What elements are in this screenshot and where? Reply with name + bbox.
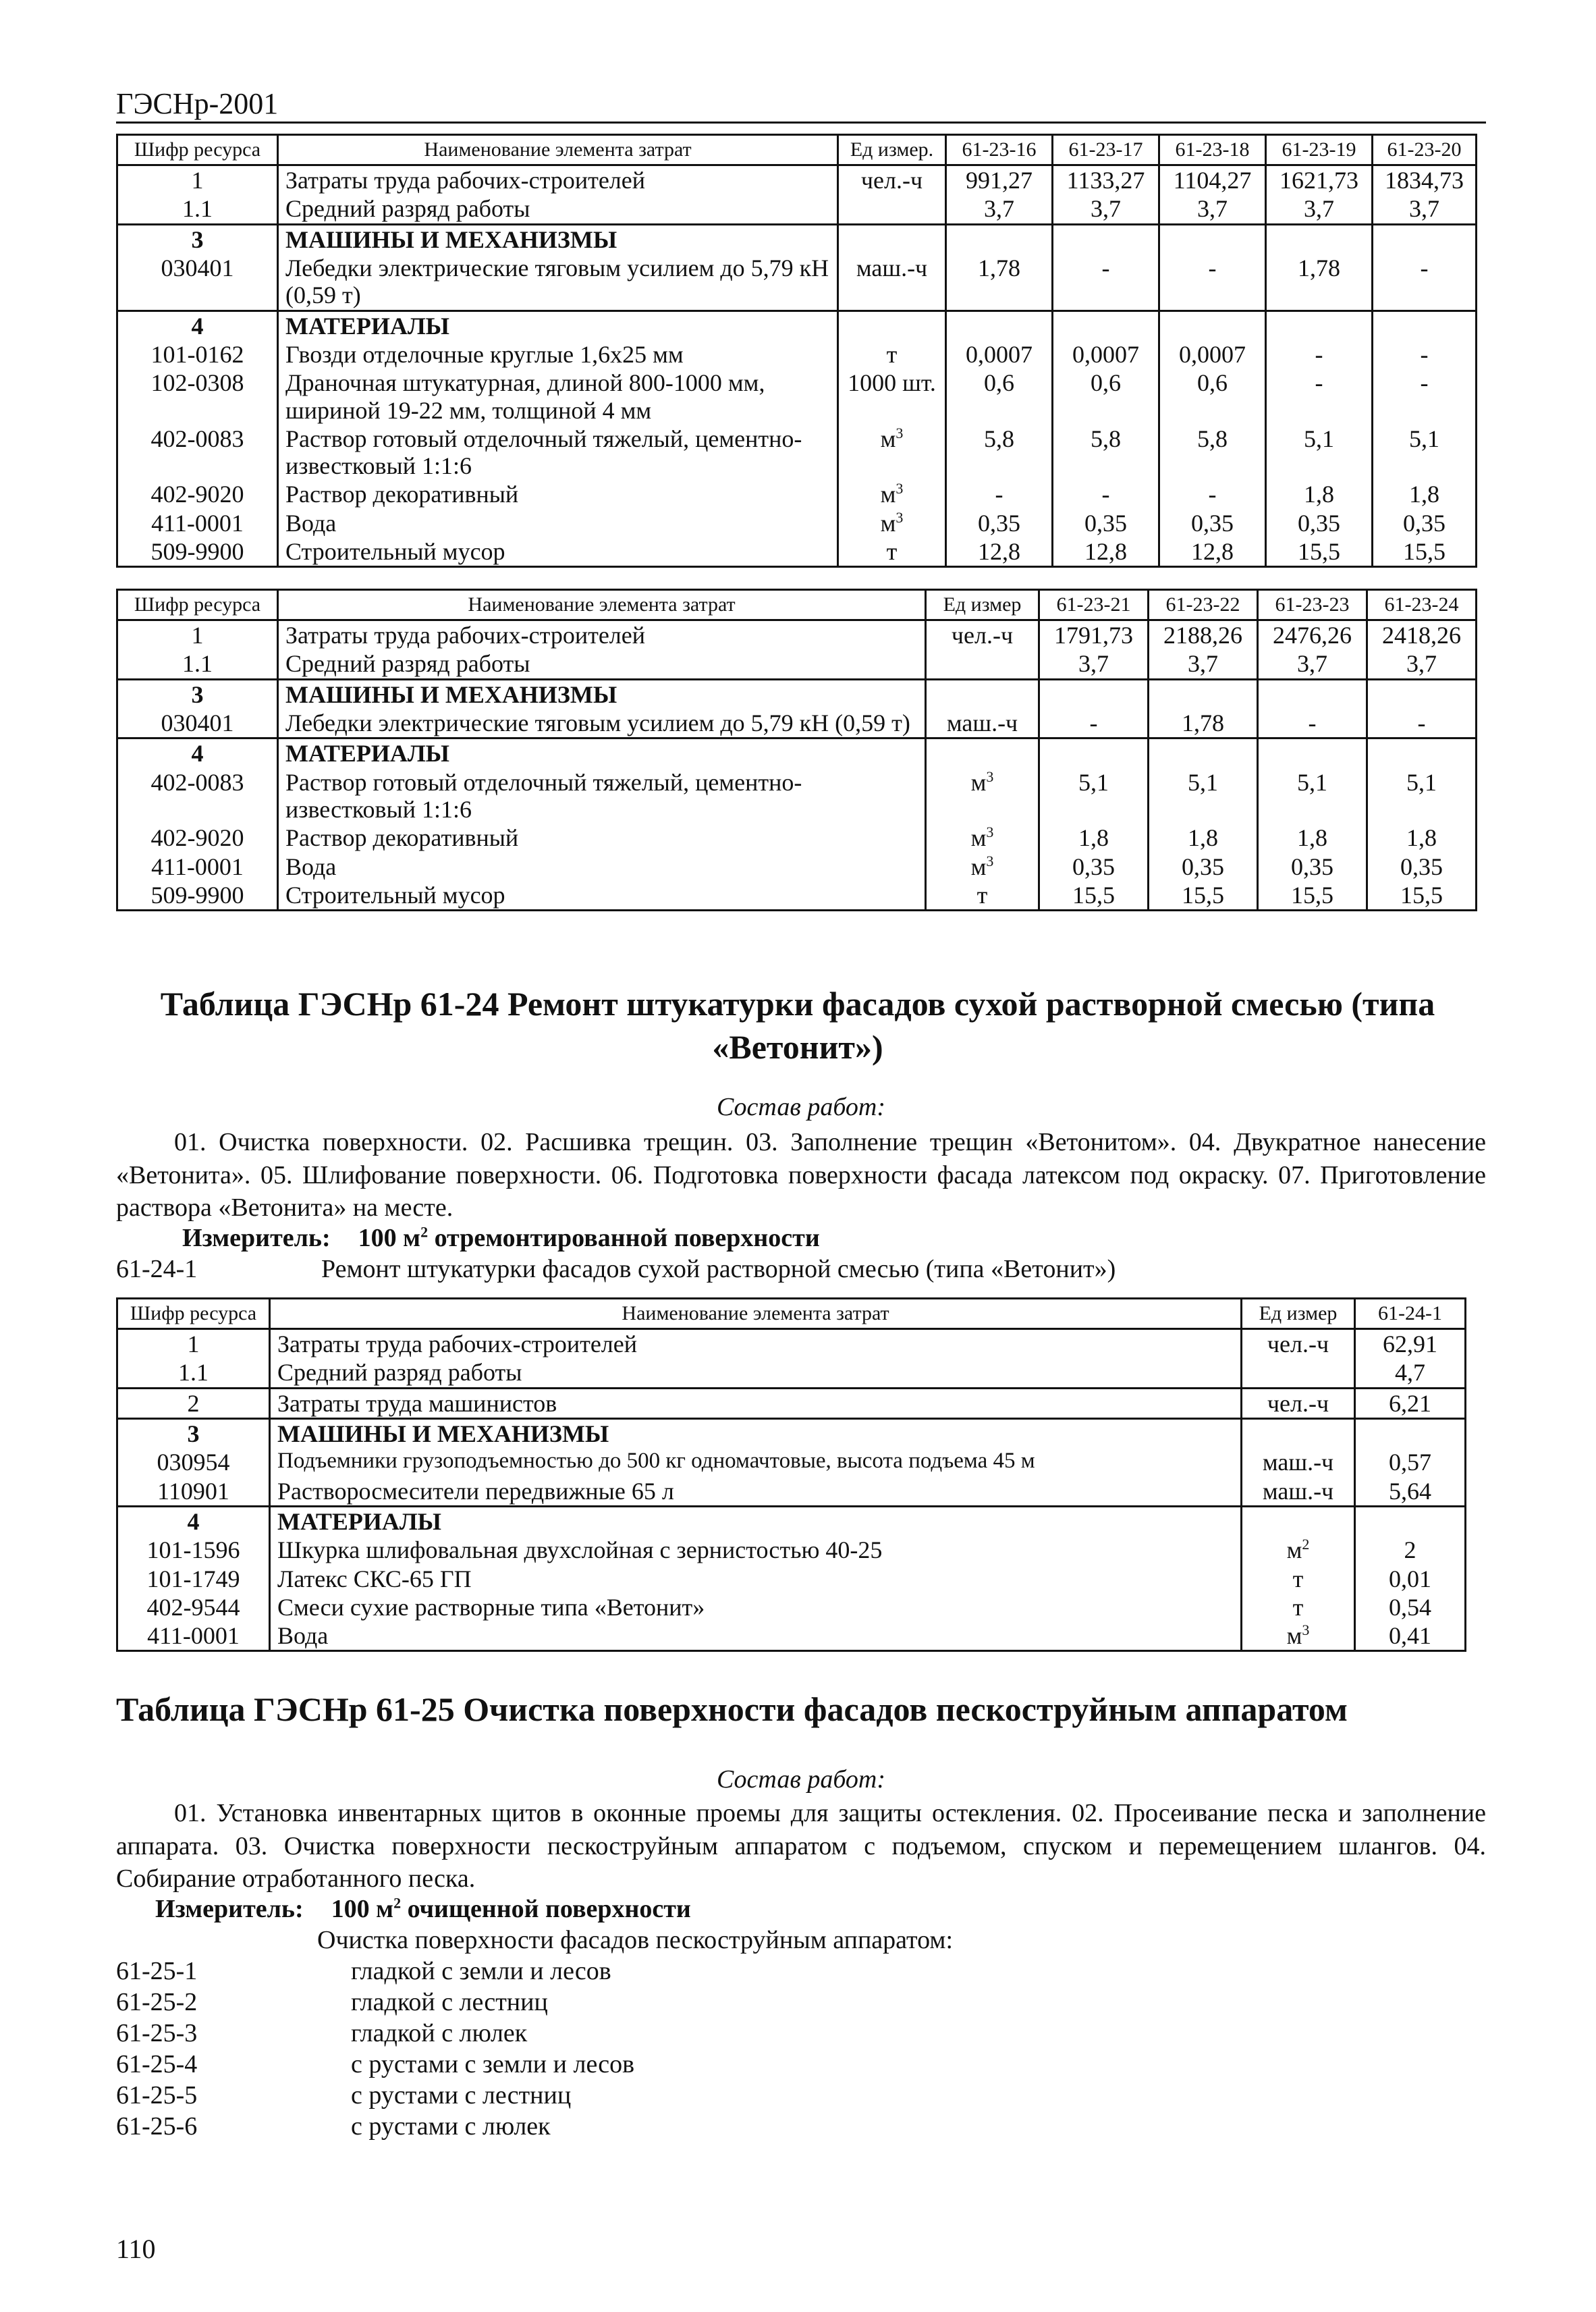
table-section-row xyxy=(117,1506,1466,1536)
unit-cell: чел.-ч xyxy=(838,165,946,195)
code-cell: 402-9020 xyxy=(117,480,278,508)
value-cell: 15,5 xyxy=(1039,881,1149,911)
list-item-name: гладкой с лестниц xyxy=(351,1988,548,2016)
col-header: Шифр ресурса xyxy=(117,135,278,165)
value-cell: - xyxy=(1159,254,1266,311)
table-row xyxy=(117,1565,1466,1593)
table-section-row xyxy=(117,679,1477,709)
list-item-code: 61-25-4 xyxy=(116,2050,198,2078)
code-cell: 3 xyxy=(117,1418,270,1448)
table-section-row xyxy=(117,738,1477,768)
value-cell: 0,0007 xyxy=(1053,340,1159,369)
value-cell: 0,01 xyxy=(1355,1565,1466,1593)
value-cell: 15,5 xyxy=(1266,537,1373,567)
section-title-cell: МАТЕРИАЛЫ xyxy=(278,738,926,768)
code-cell: 1 xyxy=(117,620,278,650)
col-header: 61-23-17 xyxy=(1053,135,1159,165)
unit-cell: чел.-ч xyxy=(1242,1388,1355,1418)
unit-cell: маш.-ч xyxy=(838,254,946,311)
value-cell: 5,1 xyxy=(1039,768,1149,824)
name-cell: Растворосмесители передвижные 65 л xyxy=(270,1477,1242,1507)
table-row xyxy=(117,1388,1466,1418)
col-header: Наименование элемента затрат xyxy=(278,590,926,620)
value-cell: 1,78 xyxy=(1266,254,1373,311)
table-row xyxy=(117,824,1477,852)
col-header: 61-23-16 xyxy=(946,135,1053,165)
list-item-code: 61-25-3 xyxy=(116,2019,198,2047)
section-title-cell: МАТЕРИАЛЫ xyxy=(278,311,838,340)
name-cell: Раствор готовый отделочный тяжелый, цементно-известковый 1:1:6 xyxy=(278,768,926,824)
name-cell: Средний разряд работы xyxy=(278,649,926,679)
value-cell: 991,27 xyxy=(946,165,1053,195)
item-code: 61-24-1 xyxy=(116,1255,198,1283)
value-cell: 0,35 xyxy=(946,509,1053,537)
code-cell: 509-9900 xyxy=(117,881,278,911)
measure-line: Измеритель: 100 $м^2$ очищенной поверхности xyxy=(155,1894,691,1923)
measure-label: Измеритель: xyxy=(182,1224,331,1252)
unit-cell: $м^3$ xyxy=(926,768,1039,824)
list-item-name: с рустами с люлек xyxy=(351,2112,551,2141)
code-cell: 402-9020 xyxy=(117,824,278,852)
code-cell: 4 xyxy=(117,738,278,768)
unit-cell: $м^3$ xyxy=(838,480,946,508)
value-cell: 6,21 xyxy=(1355,1388,1466,1418)
sostav-label: Состав работ: xyxy=(716,1093,886,1121)
value-cell: 12,8 xyxy=(1159,537,1266,567)
value-cell: 1834,73 xyxy=(1373,165,1477,195)
unit-cell xyxy=(926,649,1039,679)
unit-cell: маш.-ч xyxy=(1242,1448,1355,1476)
resource-table-61-23-21-24 xyxy=(116,589,1477,911)
value-cell: - xyxy=(946,480,1053,508)
section-title-cell: МАШИНЫ И МЕХАНИЗМЫ xyxy=(278,224,838,254)
table-row xyxy=(117,165,1477,195)
value-cell: 2188,26 xyxy=(1149,620,1258,650)
name-cell: Шкурка шлифовальная двухслойная с зернистостью 40-25 xyxy=(270,1536,1242,1564)
value-cell: 5,64 xyxy=(1355,1477,1466,1507)
col-header: 61-23-20 xyxy=(1373,135,1477,165)
value-cell: 2 xyxy=(1355,1536,1466,1564)
value-cell: 0,54 xyxy=(1355,1593,1466,1621)
unit-cell: $м^3$ xyxy=(838,509,946,537)
value-cell: - xyxy=(1373,254,1477,311)
value-cell: 0,0007 xyxy=(946,340,1053,369)
table-row xyxy=(117,369,1477,425)
code-cell: 030954 xyxy=(117,1448,270,1476)
value-cell: 0,35 xyxy=(1159,509,1266,537)
header-rule xyxy=(116,122,1486,124)
name-cell: Раствор декоративный xyxy=(278,824,926,852)
table-row xyxy=(117,340,1477,369)
value-cell: 5,1 xyxy=(1258,768,1367,824)
name-cell: Драночная штукатурная, длиной 800-1000 мм, шириной 19-22 мм, толщиной 4 мм xyxy=(278,369,838,425)
unit-cell: $м^3$ xyxy=(926,853,1039,881)
code-cell: 4 xyxy=(117,311,278,340)
measure-line: Измеритель: 100 $м^2$ отремонтированной поверхности xyxy=(182,1223,820,1252)
unit-cell: $м^3$ xyxy=(838,425,946,481)
col-header: Ед измер xyxy=(1242,1299,1355,1329)
value-cell: - xyxy=(1053,254,1159,311)
name-cell: Раствор декоративный xyxy=(278,480,838,508)
table-row xyxy=(117,768,1477,824)
unit-cell: т xyxy=(1242,1593,1355,1621)
name-cell: Раствор готовый отделочный тяжелый, цементно-известковый 1:1:6 xyxy=(278,425,838,481)
table-row xyxy=(117,480,1477,508)
value-cell: 15,5 xyxy=(1258,881,1367,911)
value-cell: 2476,26 xyxy=(1258,620,1367,650)
table-header-row xyxy=(117,1299,1466,1329)
section-title-cell: МАШИНЫ И МЕХАНИЗМЫ xyxy=(270,1418,1242,1448)
value-cell: 0,57 xyxy=(1355,1448,1466,1476)
name-cell: Латекс СКС-65 ГП xyxy=(270,1565,1242,1593)
unit-cell: маш.-ч xyxy=(1242,1477,1355,1507)
value-cell: 0,35 xyxy=(1266,509,1373,537)
code-cell: 1 xyxy=(117,1329,270,1359)
table-row xyxy=(117,1448,1466,1476)
table-row xyxy=(117,509,1477,537)
value-cell: 2418,26 xyxy=(1367,620,1477,650)
value-cell: 1,8 xyxy=(1367,824,1477,852)
name-cell: Гвозди отделочные круглые 1,6х25 мм xyxy=(278,340,838,369)
list-item-name: гладкой с земли и лесов xyxy=(351,1957,611,1985)
value-cell: - xyxy=(1367,709,1477,738)
value-cell: 0,35 xyxy=(1367,853,1477,881)
value-cell: 0,35 xyxy=(1258,853,1367,881)
measure-value: 100 м xyxy=(331,1895,394,1923)
value-cell: 0,35 xyxy=(1373,509,1477,537)
page-number: 110 xyxy=(116,2234,156,2264)
code-cell: 3 xyxy=(117,679,278,709)
code-cell: 030401 xyxy=(117,254,278,311)
value-cell: - xyxy=(1053,480,1159,508)
table-row xyxy=(117,709,1477,738)
name-cell: Затраты труда машинистов xyxy=(270,1388,1242,1418)
value-cell: 1,78 xyxy=(1149,709,1258,738)
value-cell: 5,8 xyxy=(1159,425,1266,481)
value-cell: 3,7 xyxy=(946,194,1053,224)
table-row xyxy=(117,853,1477,881)
value-cell: - xyxy=(1373,369,1477,425)
value-cell: 3,7 xyxy=(1039,649,1149,679)
code-cell: 3 xyxy=(117,224,278,254)
value-cell: 15,5 xyxy=(1149,881,1258,911)
unit-cell: чел.-ч xyxy=(926,620,1039,650)
value-cell: 1,8 xyxy=(1373,480,1477,508)
code-cell: 101-1749 xyxy=(117,1565,270,1593)
code-cell: 402-0083 xyxy=(117,425,278,481)
col-header: 61-23-23 xyxy=(1258,590,1367,620)
unit-cell: маш.-ч xyxy=(926,709,1039,738)
code-cell: 030401 xyxy=(117,709,278,738)
table-row xyxy=(117,620,1477,650)
value-cell: 5,1 xyxy=(1367,768,1477,824)
table-section-row xyxy=(117,1418,1466,1448)
table-row xyxy=(117,1358,1466,1388)
measure-value: 100 м xyxy=(358,1224,421,1252)
table-row xyxy=(117,194,1477,224)
measure-value-suffix: очищенной поверхности xyxy=(401,1895,691,1923)
name-cell: Строительный мусор xyxy=(278,881,926,911)
section-heading-61-24: Таблица ГЭСНр 61-24 Ремонт штукатурки фасадов сухой растворной смесью (типа «Ветонит») xyxy=(160,985,1435,1066)
col-header: 61-23-22 xyxy=(1149,590,1258,620)
col-header: 61-23-21 xyxy=(1039,590,1149,620)
unit-cell: т xyxy=(926,881,1039,911)
list-item-code: 61-25-1 xyxy=(116,1957,198,1985)
value-cell: - xyxy=(1373,340,1477,369)
table-section-row xyxy=(117,224,1477,254)
value-cell: 3,7 xyxy=(1258,649,1367,679)
unit-cell: 1000 шт. xyxy=(838,369,946,425)
name-cell: Средний разряд работы xyxy=(270,1358,1242,1388)
table-section-row xyxy=(117,311,1477,340)
name-cell: Лебедки электрические тяговым усилием до 5,79 кН (0,59 т) xyxy=(278,709,926,738)
name-cell: Лебедки электрические тяговым усилием до 5,79 кН (0,59 т) xyxy=(278,254,838,311)
unit-cell: т xyxy=(838,340,946,369)
col-header: 61-24-1 xyxy=(1355,1299,1466,1329)
list-item-code: 61-25-5 xyxy=(116,2081,198,2109)
unit-cell xyxy=(838,194,946,224)
name-cell: Вода xyxy=(278,509,838,537)
value-cell: - xyxy=(1266,369,1373,425)
code-cell: 2 xyxy=(117,1388,270,1418)
value-cell: 3,7 xyxy=(1373,194,1477,224)
value-cell: 0,35 xyxy=(1149,853,1258,881)
name-cell: Вода xyxy=(270,1621,1242,1651)
value-cell: 0,41 xyxy=(1355,1621,1466,1651)
list-item-name: с рустами с земли и лесов xyxy=(351,2050,635,2078)
code-cell: 102-0308 xyxy=(117,369,278,425)
measure-value-suffix: отремонтированной поверхности xyxy=(428,1224,820,1252)
value-cell: 0,35 xyxy=(1053,509,1159,537)
value-cell: 5,8 xyxy=(1053,425,1159,481)
col-header: Ед измер xyxy=(926,590,1039,620)
name-cell: Затраты труда рабочих-строителей xyxy=(278,165,838,195)
section-heading-61-25: Таблица ГЭСНр 61-25 Очистка поверхности фасадов пескоструйным аппаратом xyxy=(116,1690,1348,1728)
value-cell: 1104,27 xyxy=(1159,165,1266,195)
col-header: Ед измер. xyxy=(838,135,946,165)
code-cell: 509-9900 xyxy=(117,537,278,567)
sostav-text: 01. Установка инвентарных щитов в оконные проемы для защиты остекления. 02. Просеивание песка и заполнение аппарата. 03. Очистка поверхности пескоструйным аппаратом с подъемом, спуском и перемещением шлангов. 04. Собирание отработанного песка. xyxy=(116,1799,1486,1893)
value-cell: 1,8 xyxy=(1039,824,1149,852)
unit-cell: т xyxy=(838,537,946,567)
code-cell: 110901 xyxy=(117,1477,270,1507)
list-item-code: 61-25-2 xyxy=(116,1988,198,2016)
section-title-cell: МАТЕРИАЛЫ xyxy=(270,1506,1242,1536)
value-cell: 5,8 xyxy=(946,425,1053,481)
name-cell: Подъемники грузоподъемностью до 500 кг одномачтовые, высота подъема 45 м xyxy=(270,1448,1242,1476)
table-header-row xyxy=(117,135,1477,165)
code-cell: 1 xyxy=(117,165,278,195)
code-cell: 4 xyxy=(117,1506,270,1536)
code-cell: 411-0001 xyxy=(117,509,278,537)
name-cell: Средний разряд работы xyxy=(278,194,838,224)
value-cell: 3,7 xyxy=(1149,649,1258,679)
table-row xyxy=(117,1621,1466,1651)
code-cell: 411-0001 xyxy=(117,853,278,881)
unit-cell xyxy=(1242,1358,1355,1388)
table-row xyxy=(117,1477,1466,1507)
col-header: 61-23-24 xyxy=(1367,590,1477,620)
value-cell: - xyxy=(1258,709,1367,738)
col-header: Шифр ресурса xyxy=(117,1299,270,1329)
sostav-label: Состав работ: xyxy=(716,1765,886,1794)
table-row xyxy=(117,537,1477,567)
code-cell: 101-1596 xyxy=(117,1536,270,1564)
col-header: Наименование элемента затрат xyxy=(278,135,838,165)
unit-cell: чел.-ч xyxy=(1242,1329,1355,1359)
value-cell: 15,5 xyxy=(1367,881,1477,911)
col-header: 61-23-18 xyxy=(1159,135,1266,165)
value-cell: 1,8 xyxy=(1149,824,1258,852)
value-cell: - xyxy=(1159,480,1266,508)
value-cell: 3,7 xyxy=(1367,649,1477,679)
value-cell: 15,5 xyxy=(1373,537,1477,567)
group-title: Очистка поверхности фасадов пескоструйным аппаратом: xyxy=(317,1926,954,1954)
value-cell: 5,1 xyxy=(1373,425,1477,481)
value-cell: 0,6 xyxy=(1159,369,1266,425)
value-cell: 5,1 xyxy=(1149,768,1258,824)
value-cell: 1,8 xyxy=(1266,480,1373,508)
list-item-name: с рустами с лестниц xyxy=(351,2081,572,2109)
value-cell: 62,91 xyxy=(1355,1329,1466,1359)
section-title-cell: МАШИНЫ И МЕХАНИЗМЫ xyxy=(278,679,926,709)
name-cell: Вода xyxy=(278,853,926,881)
col-header: Наименование элемента затрат xyxy=(270,1299,1242,1329)
table-row xyxy=(117,881,1477,911)
value-cell: 1,78 xyxy=(946,254,1053,311)
value-cell: 0,35 xyxy=(1039,853,1149,881)
code-cell: 1.1 xyxy=(117,649,278,679)
name-cell: Затраты труда рабочих-строителей xyxy=(270,1329,1242,1359)
table-row xyxy=(117,649,1477,679)
table-row xyxy=(117,425,1477,481)
code-cell: 402-0083 xyxy=(117,768,278,824)
value-cell: - xyxy=(1266,340,1373,369)
value-cell: 0,0007 xyxy=(1159,340,1266,369)
resource-table-61-24-1 xyxy=(116,1297,1466,1652)
sostav-text: 01. Очистка поверхности. 02. Расшивка трещин. 03. Заполнение трещин «Ветонитом». 04. Двукратное нанесение «Ветонита». 05. Шлифование поверхности. 06. Подготовка поверхности фасада латексом под окраску. 07. Приготовление раствора «Ветонита» на месте. xyxy=(116,1128,1486,1222)
value-cell: - xyxy=(1039,709,1149,738)
value-cell: 1621,73 xyxy=(1266,165,1373,195)
code-cell: 411-0001 xyxy=(117,1621,270,1651)
list-item-name: гладкой с люлек xyxy=(351,2019,528,2047)
col-header: Шифр ресурса xyxy=(117,590,278,620)
value-cell: 1133,27 xyxy=(1053,165,1159,195)
item-name: Ремонт штукатурки фасадов сухой растворной смесью (типа «Ветонит») xyxy=(321,1255,1116,1283)
running-header: ГЭСНр-2001 xyxy=(116,87,279,120)
value-cell: 5,1 xyxy=(1266,425,1373,481)
name-cell: Строительный мусор xyxy=(278,537,838,567)
unit-cell: $м^2$ xyxy=(1242,1536,1355,1564)
table-row xyxy=(117,1593,1466,1621)
value-cell: 4,7 xyxy=(1355,1358,1466,1388)
value-cell: 12,8 xyxy=(1053,537,1159,567)
table-row xyxy=(117,1329,1466,1359)
code-cell: 101-0162 xyxy=(117,340,278,369)
resource-table-61-23-16-20 xyxy=(116,134,1477,568)
table-header-row xyxy=(117,590,1477,620)
unit-cell: $м^3$ xyxy=(926,824,1039,852)
value-cell: 1,8 xyxy=(1258,824,1367,852)
value-cell: 12,8 xyxy=(946,537,1053,567)
value-cell: 3,7 xyxy=(1266,194,1373,224)
name-cell: Затраты труда рабочих-строителей xyxy=(278,620,926,650)
value-cell: 0,6 xyxy=(946,369,1053,425)
code-cell: 1.1 xyxy=(117,194,278,224)
measure-label: Измеритель: xyxy=(155,1895,304,1923)
col-header: 61-23-19 xyxy=(1266,135,1373,165)
value-cell: 3,7 xyxy=(1159,194,1266,224)
unit-cell: $м^3$ xyxy=(1242,1621,1355,1651)
code-cell: 1.1 xyxy=(117,1358,270,1388)
table-row xyxy=(117,1536,1466,1564)
code-cell: 402-9544 xyxy=(117,1593,270,1621)
unit-cell: т xyxy=(1242,1565,1355,1593)
value-cell: 0,6 xyxy=(1053,369,1159,425)
value-cell: 3,7 xyxy=(1053,194,1159,224)
list-item-code: 61-25-6 xyxy=(116,2112,198,2141)
name-cell: Смеси сухие растворные типа «Ветонит» xyxy=(270,1593,1242,1621)
table-row xyxy=(117,254,1477,311)
value-cell: 1791,73 xyxy=(1039,620,1149,650)
